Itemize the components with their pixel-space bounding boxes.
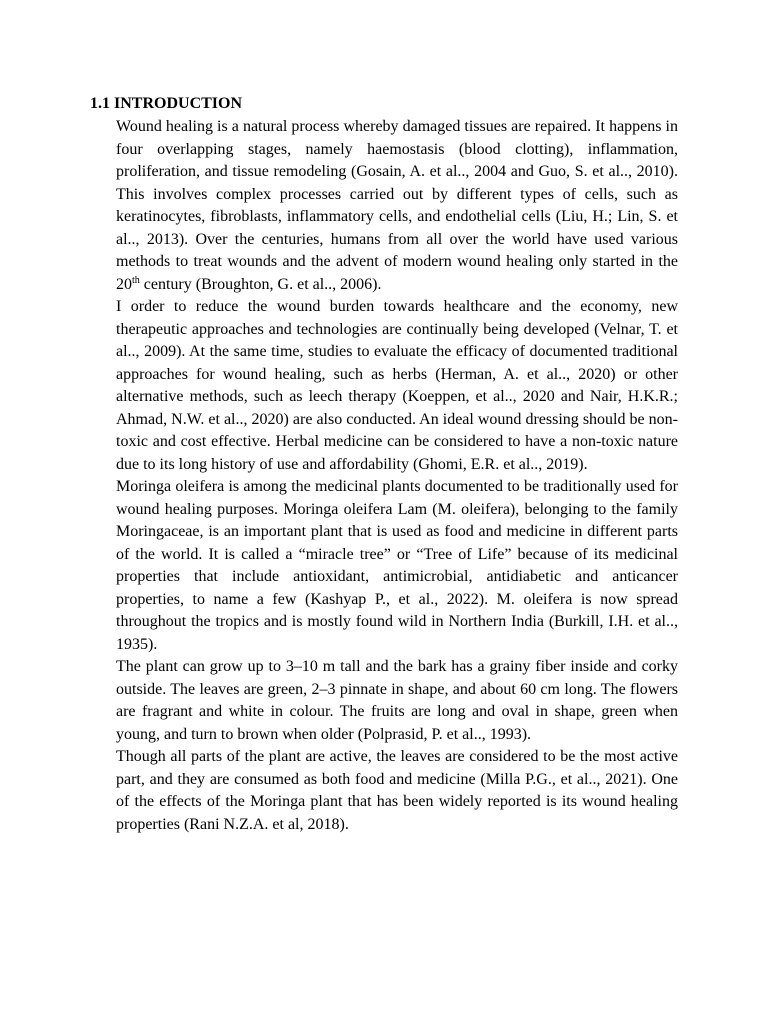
paragraph-text: Wound healing is a natural process whereby damaged tissues are repaired. It happens in four overlapping stages, namely haemostasis (blood clotting), inflammation, proliferation, and tissue remodeling (Gosain, A. et al.., 2004 and Guo, S. et al.., 2010). This involves complex processes carried out by different types of cells, such as keratinocytes, fibroblasts, inflammatory cells, and endothelial cells (Liu, H.; Lin, S. et al.., 2013). Over the centuries, humans from all over the world have used various methods to treat wounds and the advent of modern wound healing only started in the 20 [116,118,678,293]
paragraph-moringa-intro: Moringa oleifera is among the medicinal plants documented to be traditionally used for wound healing purposes. Moringa oleifera Lam (M. oleifera), belonging to the family Moringaceae, is an important plant that is used as food and medicine in different parts of the world. It is called a “miracle tree” or “Tree of Life” because of its medicinal properties that include antioxidant, antimicrobial, antidiabetic and anticancer properties, to name a few (Kashyap P., et al., 2022). M. oleifera is now spread throughout the tropics and is mostly found wild in Northern India (Burkill, I.H. et al.., 1935). [116,478,678,653]
paragraph-wound-burden: I order to reduce the wound burden towards healthcare and the economy, new therapeutic approaches and technologies are continually being developed (Velnar, T. et al.., 2009). At the same time, studies to evaluate the efficacy of documented traditional approaches for wound healing, such as herbs (Herman, A. et al.., 2020) or other alternative methods, such as leech therapy (Koeppen, et al.., 2020 and Nair, H.K.R.; Ahmad, N.W. et al.., 2020) are also conducted. An ideal wound dressing should be non-toxic and cost effective. Herbal medicine can be considered to have a non-toxic nature due to its long history of use and affordability (Ghomi, E.R. et al.., 2019). [116,298,678,473]
superscript-ordinal: th [132,274,140,286]
body-text [116,116,678,836]
paragraph-wound-healing [116,116,678,296]
paragraph-text: century (Broughton, G. et al.., 2006). [139,275,382,293]
section-heading: 1.1 INTRODUCTION [90,95,243,112]
paragraph-plant-description: The plant can grow up to 3–10 m tall and the bark has a grainy fiber inside and corky outside. The leaves are green, 2–3 pinnate in shape, and about 60 cm long. The flowers are fragrant and white in colour. The fruits are long and oval in shape, green when young, and turn to brown when older (Polprasid, P. et al.., 1993). [116,658,678,743]
paragraph-leaves-wound-healing: Though all parts of the plant are active, the leaves are considered to be the most active part, and they are consumed as both food and medicine (Milla P.G., et al.., 2021). One of the effects of the Moringa plant that has been widely reported is its wound healing properties (Rani N.Z.A. et al, 2018). [116,748,678,833]
